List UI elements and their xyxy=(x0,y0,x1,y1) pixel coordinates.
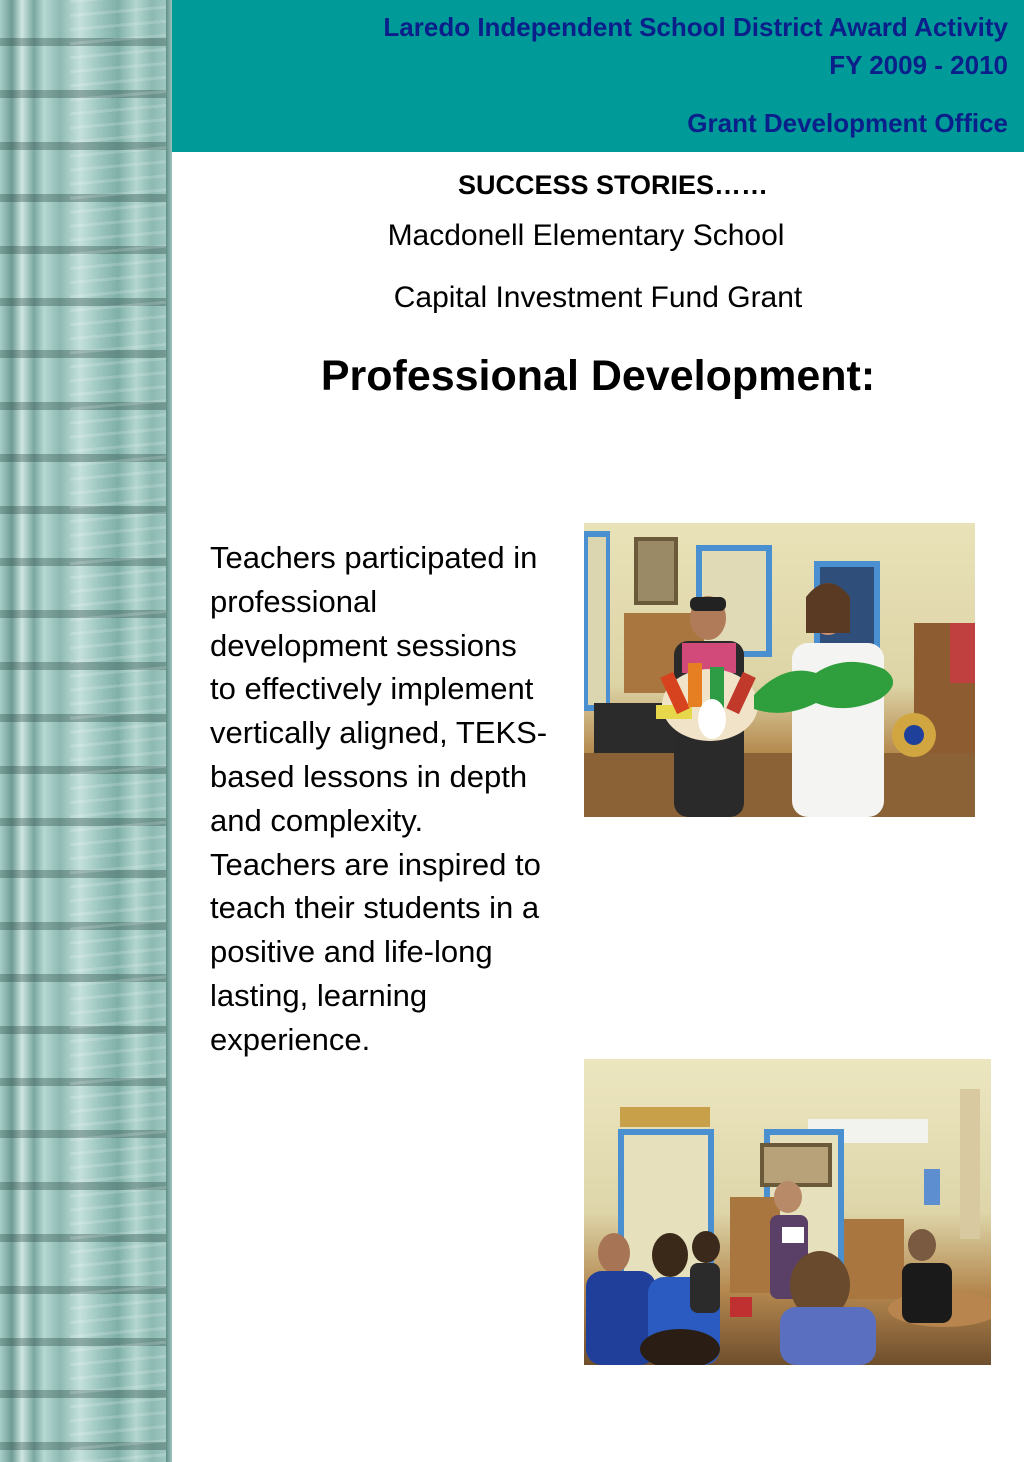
header-banner xyxy=(172,0,1024,152)
header-fiscal-year: FY 2009 - 2010 xyxy=(829,50,1008,80)
section-label: SUCCESS STORIES…… xyxy=(457,170,769,200)
body-paragraph: Teachers participated in professional development sessions to effectively implement vertically aligned, TEKS-based lessons in depth and complexity. Teachers are inspired to teach their students in a positive and life-long lasting, learning experience. xyxy=(210,540,548,1057)
decorative-ornament xyxy=(70,0,166,1462)
page-heading: Professional Development: xyxy=(320,352,876,400)
photo-teacher-training-session xyxy=(584,1059,991,1365)
header-district-title: Laredo Independent School District Award Activity xyxy=(383,12,1008,42)
photo-teachers-with-crafts xyxy=(584,523,975,817)
school-name: Macdonell Elementary School xyxy=(387,219,785,252)
grant-name: Capital Investment Fund Grant xyxy=(393,281,803,314)
header-office: Grant Development Office xyxy=(687,108,1008,138)
